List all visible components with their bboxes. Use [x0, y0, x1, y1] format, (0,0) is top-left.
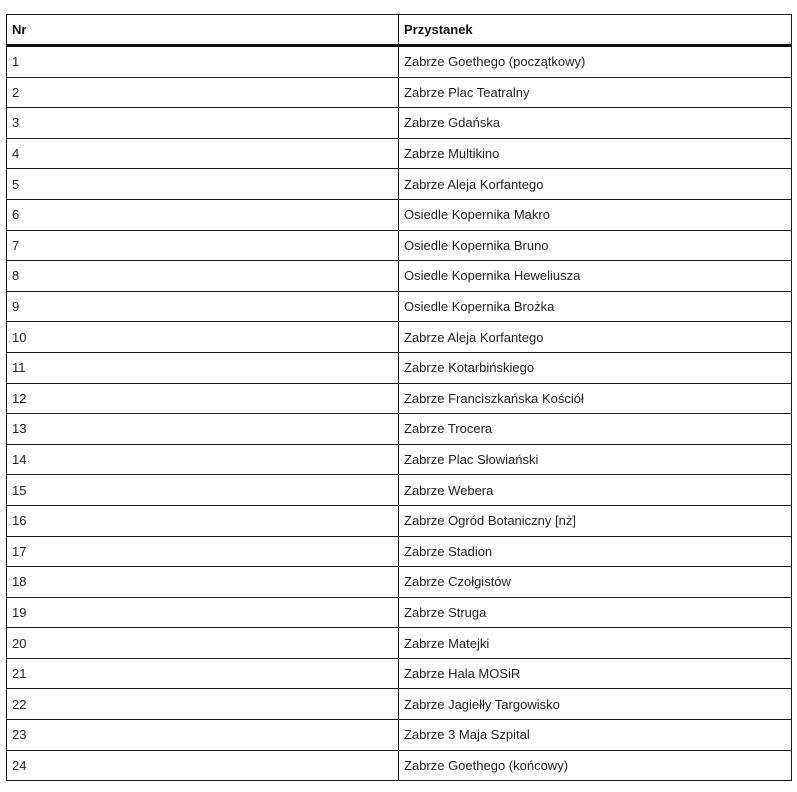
- table-row: [7, 414, 792, 445]
- cell-nr: 3: [7, 108, 399, 139]
- table-row: [7, 169, 792, 200]
- table-row: [7, 383, 792, 414]
- cell-nr: 6: [7, 199, 399, 230]
- cell-nr: 15: [7, 475, 399, 506]
- cell-stop: Zabrze Stadion: [399, 536, 792, 567]
- cell-nr: 2: [7, 77, 399, 108]
- cell-stop: Zabrze Plac Słowiański: [399, 444, 792, 475]
- cell-nr: 11: [7, 352, 399, 383]
- bus-stops-table: [6, 14, 792, 781]
- table-row: [7, 261, 792, 292]
- cell-stop: Zabrze Ogród Botaniczny [nż]: [399, 505, 792, 536]
- table-row: [7, 352, 792, 383]
- cell-stop: Zabrze Plac Teatralny: [399, 77, 792, 108]
- table-body: [7, 46, 792, 781]
- table-row: [7, 199, 792, 230]
- cell-stop: Zabrze Hala MOSiR: [399, 658, 792, 689]
- cell-nr: 20: [7, 628, 399, 659]
- cell-nr: 19: [7, 597, 399, 628]
- cell-stop: Osiedle Kopernika Heweliusza: [399, 261, 792, 292]
- table-row: [7, 475, 792, 506]
- header-stop: Przystanek: [399, 15, 792, 46]
- cell-nr: 5: [7, 169, 399, 200]
- cell-stop: Zabrze Multikino: [399, 138, 792, 169]
- table-row: [7, 658, 792, 689]
- header-nr: Nr: [7, 15, 399, 46]
- cell-stop: Osiedle Kopernika Brożka: [399, 291, 792, 322]
- table-row: [7, 230, 792, 261]
- table-row: [7, 750, 792, 781]
- cell-stop: Osiedle Kopernika Makro: [399, 199, 792, 230]
- cell-stop: Zabrze Matejki: [399, 628, 792, 659]
- bus-stops-table-container: [6, 14, 791, 781]
- cell-stop: Zabrze Webera: [399, 475, 792, 506]
- cell-stop: Zabrze Struga: [399, 597, 792, 628]
- cell-nr: 12: [7, 383, 399, 414]
- cell-nr: 9: [7, 291, 399, 322]
- table-row: [7, 567, 792, 598]
- table-row: [7, 505, 792, 536]
- table-row: [7, 108, 792, 139]
- table-row: [7, 720, 792, 751]
- cell-nr: 16: [7, 505, 399, 536]
- cell-stop: Osiedle Kopernika Bruno: [399, 230, 792, 261]
- cell-stop: Zabrze Gdańska: [399, 108, 792, 139]
- table-row: [7, 689, 792, 720]
- table-header: [7, 15, 792, 46]
- cell-stop: Zabrze Goethego (początkowy): [399, 46, 792, 78]
- cell-stop: Zabrze Franciszkańska Kościół: [399, 383, 792, 414]
- table-row: [7, 46, 792, 78]
- table-row: [7, 536, 792, 567]
- cell-nr: 8: [7, 261, 399, 292]
- cell-nr: 4: [7, 138, 399, 169]
- cell-nr: 24: [7, 750, 399, 781]
- cell-nr: 18: [7, 567, 399, 598]
- cell-nr: 7: [7, 230, 399, 261]
- cell-nr: 1: [7, 46, 399, 78]
- cell-stop: Zabrze Czołgistów: [399, 567, 792, 598]
- cell-nr: 21: [7, 658, 399, 689]
- table-row: [7, 138, 792, 169]
- cell-nr: 22: [7, 689, 399, 720]
- table-row: [7, 444, 792, 475]
- cell-stop: Zabrze Aleja Korfantego: [399, 322, 792, 353]
- table-row: [7, 628, 792, 659]
- table-row: [7, 322, 792, 353]
- cell-nr: 23: [7, 720, 399, 751]
- cell-nr: 14: [7, 444, 399, 475]
- cell-nr: 10: [7, 322, 399, 353]
- table-row: [7, 597, 792, 628]
- cell-stop: Zabrze Jagiełły Targowisko: [399, 689, 792, 720]
- cell-stop: Zabrze Kotarbińskiego: [399, 352, 792, 383]
- table-row: [7, 291, 792, 322]
- table-row: [7, 77, 792, 108]
- cell-stop: Zabrze 3 Maja Szpital: [399, 720, 792, 751]
- cell-stop: Zabrze Goethego (końcowy): [399, 750, 792, 781]
- header-row: [7, 15, 792, 46]
- cell-nr: 17: [7, 536, 399, 567]
- cell-stop: Zabrze Trocera: [399, 414, 792, 445]
- cell-nr: 13: [7, 414, 399, 445]
- cell-stop: Zabrze Aleja Korfantego: [399, 169, 792, 200]
